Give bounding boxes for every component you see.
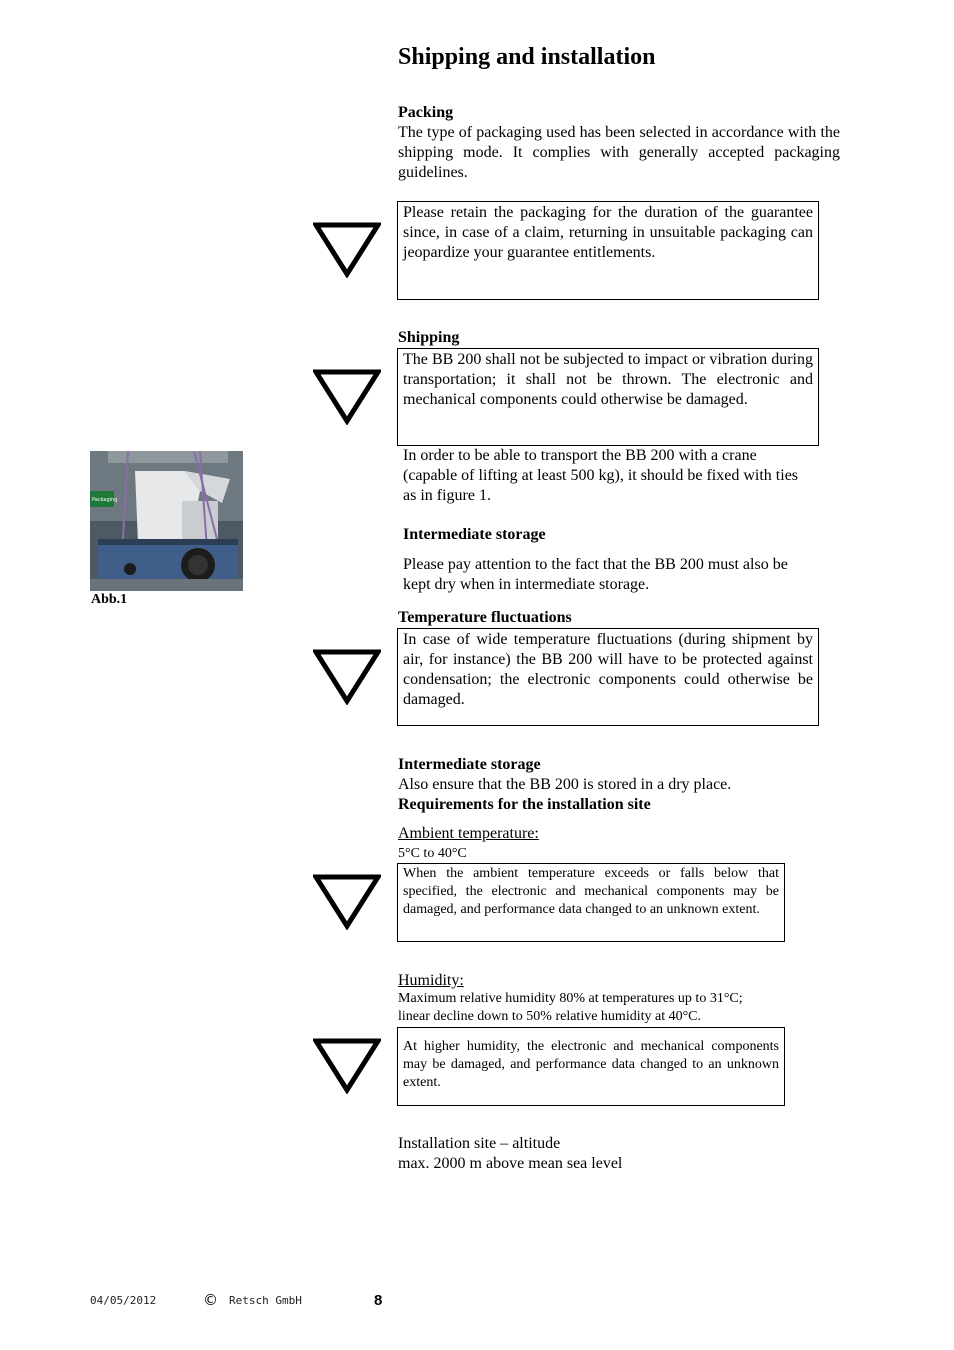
altitude-label: Installation site – altitude [398,1135,561,1152]
ambient-temperature-label: Ambient temperature: [398,825,539,842]
shipping-heading: Shipping [398,329,460,346]
copyright-icon: © [203,1291,218,1309]
packing-text: The type of packaging used has been selected in accordance with the shipping mode. It complies with generally accepted packaging guidelines. [398,124,840,181]
crane-transport-photo [90,451,243,591]
packing-heading: Packing [398,104,454,121]
warning-triangle-icon [313,1038,381,1094]
altitude-value: max. 2000 m above mean sea level [398,1155,623,1172]
intermediate-storage-text: Please pay attention to the fact that the BB 200 must also be kept dry when in intermediate storage. [403,556,788,593]
intermediate-storage-heading: Intermediate storage [403,526,546,543]
warning-triangle-icon [313,874,381,930]
warning-triangle-icon [313,369,381,425]
warning-triangle-icon [313,222,381,278]
footer-company: Retsch GmbH [229,1294,302,1307]
crane-text: In order to be able to transport the BB 200 with a crane (capable of lifting at least 500 kg), it should be fixed with ties as in figure 1. [403,447,799,504]
humidity-warning-box: At higher humidity, the electronic and mechanical components may be damaged, and performance data changed to an unknown extent. [397,1027,785,1106]
intermediate-storage-heading-2: Intermediate storage [398,756,541,773]
shipping-warning-box: The BB 200 shall not be subjected to impact or vibration during transportation; it shall not be thrown. The electronic and mechanical components could otherwise be damaged. [397,348,819,446]
humidity-line-1: Maximum relative humidity 80% at temperatures up to 31°C; [398,991,743,1006]
humidity-line-2: linear decline down to 50% relative humidity at 40°C. [398,1009,702,1024]
temperature-warning-box: In case of wide temperature fluctuations (during shipment by air, for instance) the BB 200 will have to be protected against condensation; the electronic components could otherwise be damaged. [397,628,819,726]
page-number: 8 [374,1292,383,1309]
packing-warning-box: Please retain the packaging for the duration of the guarantee since, in case of a claim, returning in unsuitable packaging can jeopardize your guarantee entitlements. [397,201,819,300]
footer-date: 04/05/2012 [90,1294,157,1307]
packaging-sign-text: Packaging [92,497,118,503]
ambient-warning-box: When the ambient temperature exceeds or falls below that specified, the electronic and mechanical components may be damaged, and performance data changed to an unknown extent. [397,863,785,942]
intermediate-storage-text-2: Also ensure that the BB 200 is stored in a dry place. [398,776,732,793]
ambient-temperature-range: 5°C to 40°C [398,846,467,861]
requirements-heading: Requirements for the installation site [398,796,651,813]
figure-caption: Abb.1 [91,592,128,607]
warning-triangle-icon [313,649,381,705]
humidity-label: Humidity: [398,972,464,989]
temperature-heading: Temperature fluctuations [398,609,572,626]
page-title: Shipping and installation [398,44,656,70]
